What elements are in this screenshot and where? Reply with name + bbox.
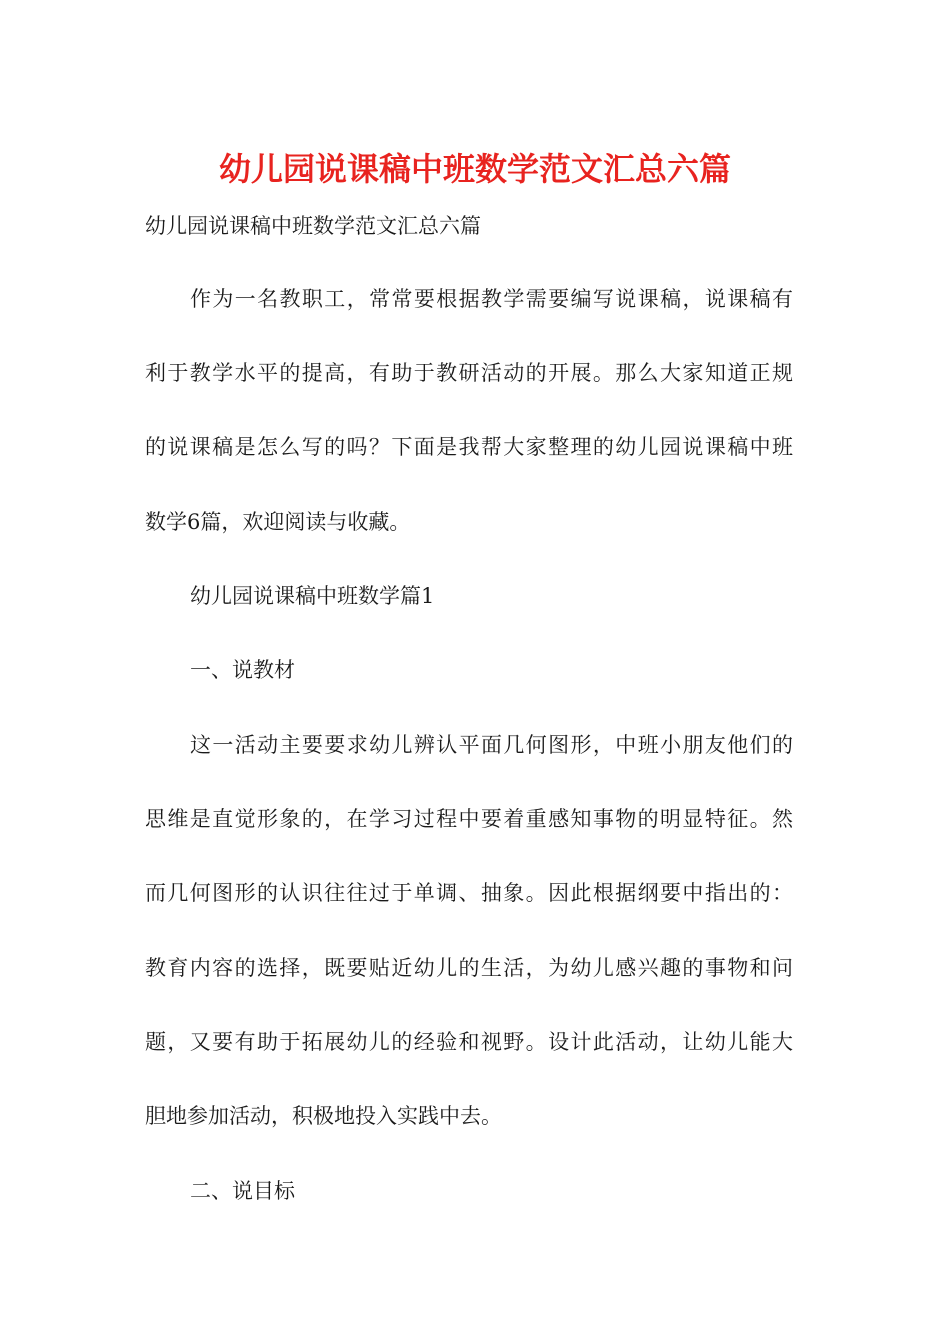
section-title: 幼儿园说课稿中班数学篇1 [190,584,435,608]
intro-line: 利于教学水平的提高，有助于教研活动的开展。那么大家知道正规 [145,361,793,385]
heading-teaching-material: 一、说教材 [190,658,295,682]
heading-objectives: 二、说目标 [190,1179,295,1203]
intro-line: 作为一名教职工，常常要根据教学需要编写说课稿，说课稿有 [190,287,793,311]
intro-line: 数学6篇，欢迎阅读与收藏。 [145,510,411,534]
paragraph-line: 题，又要有助于拓展幼儿的经验和视野。设计此活动，让幼儿能大 [145,1030,793,1054]
document-title: 幼儿园说课稿中班数学范文汇总六篇 [218,150,731,188]
intro-line: 的说课稿是怎么写的吗？下面是我帮大家整理的幼儿园说课稿中班 [145,435,793,459]
paragraph-line: 思维是直觉形象的，在学习过程中要着重感知事物的明显特征。然 [145,807,793,831]
paragraph-line: 教育内容的选择，既要贴近幼儿的生活，为幼儿感兴趣的事物和问 [145,956,793,980]
paragraph-line: 这一活动主要要求幼儿辨认平面几何图形，中班小朋友他们的 [190,733,793,757]
paragraph-line: 而几何图形的认识往往过于单调、抽象。因此根据纲要中指出的： [145,881,793,905]
paragraph-line: 胆地参加活动，积极地投入实践中去。 [145,1104,502,1128]
document-subtitle: 幼儿园说课稿中班数学范文汇总六篇 [145,214,481,238]
